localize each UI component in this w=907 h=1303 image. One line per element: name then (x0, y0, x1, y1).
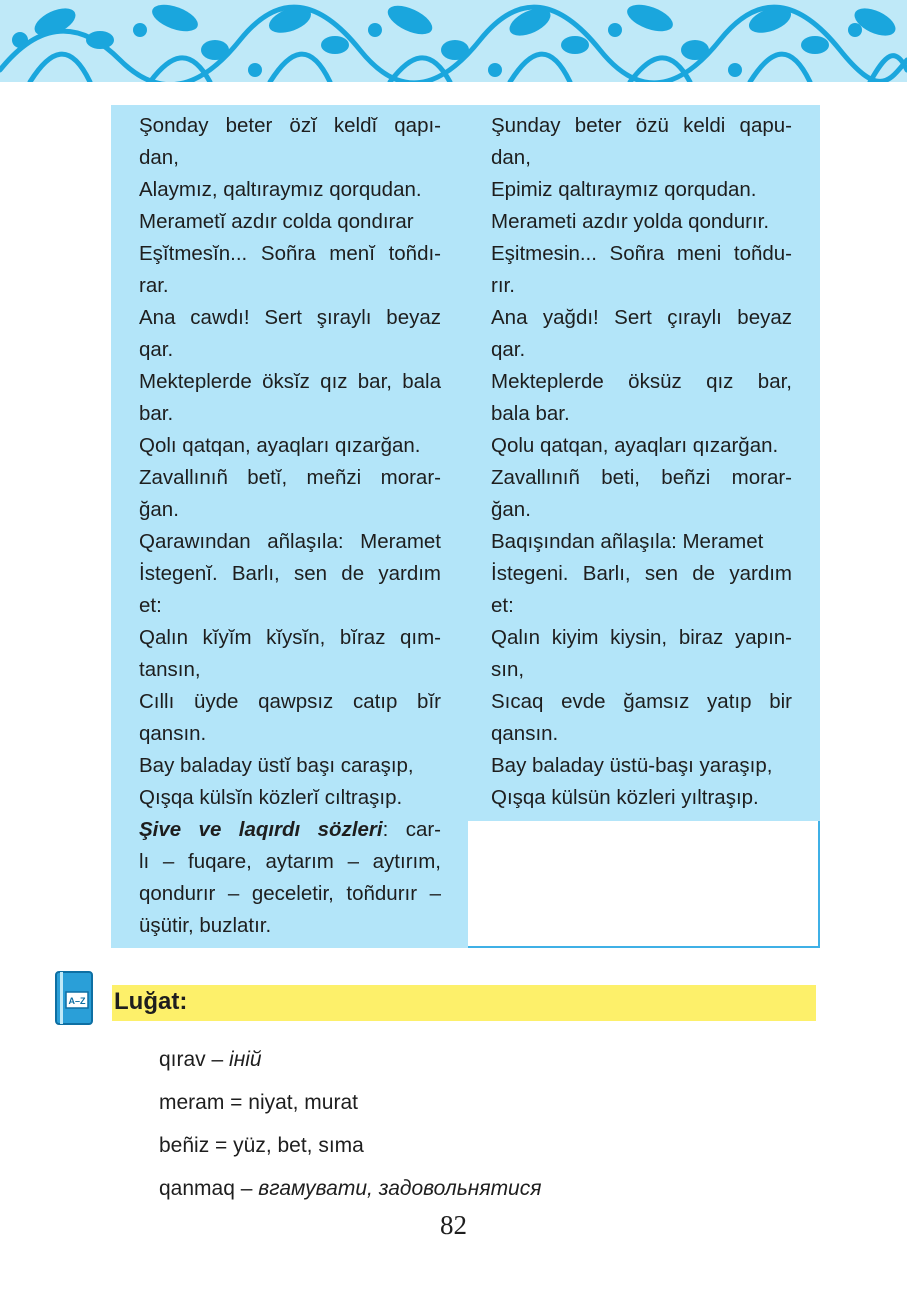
vocab-translation: іній (229, 1048, 262, 1071)
poem-line: qansın. (491, 722, 559, 745)
poem-line: Qalın kĭyĭm kĭysĭn, bĭraz qım- (139, 626, 441, 649)
vocab-entry (159, 1081, 541, 1124)
poem-line: Merameti azdır yolda qondurır. (491, 210, 770, 233)
floral-ornament-icon (0, 0, 907, 82)
empty-bordered-box (468, 821, 820, 948)
vocab-translation: вгамувати, задовольнятися (258, 1177, 542, 1200)
poem-line: dan, (139, 146, 179, 169)
poem-line: Ana yağdı! Sert çıraylı beyaz (491, 306, 792, 329)
poem-line: Mekteplerde öksüz qız bar, (491, 370, 792, 393)
poem-line: qar. (491, 338, 526, 361)
dialect-note-line: üşütir, buzlatır. (139, 914, 272, 937)
poem-line: Qalın kiyim kiysin, biraz yapın- (491, 626, 792, 649)
poem-line: İstegeni. Barlı, sen de yardım (491, 562, 792, 585)
poem-line: qansın. (139, 722, 207, 745)
poem-line: Qolu qatqan, ayaqları qızarğan. (491, 434, 779, 457)
poem-line: Ana cawdı! Sert şıraylı beyaz (139, 306, 441, 329)
vocab-term: beñiz = yüz, bet, sıma (159, 1134, 364, 1157)
poem-line: Qarawından añlaşıla: Meramet (139, 530, 441, 553)
poem-line: Qolı qatqan, ayaqları qızarğan. (139, 434, 421, 457)
poem-line: Sıcaq evde ğamsız yatıp bir (491, 690, 792, 713)
poem-line: Bay baladay üstĭ başı caraşıp, (139, 754, 414, 777)
vocab-entry (159, 1167, 541, 1210)
poem-line: Epimiz qaltıraymız qorqudan. (491, 178, 757, 201)
poem-line: dan, (491, 146, 531, 169)
poem-line: Cıllı üyde qawpsız catıp bĭr (139, 690, 441, 713)
poem-line: Şonday beter özĭ keldĭ qapı- (139, 114, 441, 137)
vocabulary-list (159, 1038, 541, 1210)
dictionary-icon-label: A–Z (68, 996, 86, 1006)
poem-line: ğan. (139, 498, 179, 521)
poem-line: sın, (491, 658, 525, 681)
page-number: 82 (440, 1210, 467, 1240)
vocab-entry (159, 1124, 541, 1167)
dialect-note-line (139, 814, 441, 846)
dialect-note-line: lı – fuqare, aytarım – aytırım, (139, 850, 441, 873)
vocab-term: qırav – (159, 1048, 230, 1071)
poem-line: Mekteplerde öksĭz qız bar, bala (139, 370, 441, 393)
floral-ornament-band (0, 0, 907, 82)
poem-line: Eşĭtmesĭn... Soñra menĭ toñdı- (139, 242, 441, 265)
poem-line: rar. (139, 274, 169, 297)
vocab-term: meram = niyat, murat (159, 1091, 358, 1114)
poem-line: Zavallınıñ beti, beñzi morar- (491, 466, 792, 489)
poem-line: et: (139, 594, 162, 617)
vocabulary-title: Luğat: (114, 988, 188, 1015)
dialect-note-label: Şive ve laqırdı sözleri (139, 818, 383, 841)
poem-line: Şunday beter özü keldi qapu- (491, 114, 792, 137)
poem-line: bar. (139, 402, 174, 425)
poem-line: Baqışından añlaşıla: Meramet (491, 530, 764, 553)
dialect-note-line: qondurır – geceletir, toñdurır – (139, 882, 441, 905)
vocabulary-header-bar (112, 985, 816, 1021)
vocab-entry (159, 1038, 541, 1081)
poem-modern-column (491, 110, 792, 814)
poem-line: Qışqa külsĭn közlerĭ cıltraşıp. (139, 786, 403, 809)
poem-line: İstegenĭ. Barlı, sen de yardım (139, 562, 441, 585)
poem-original-column (139, 110, 441, 942)
dialect-note-text: car- (405, 818, 441, 841)
poem-line: Qışqa külsün közleri yıltraşıp. (491, 786, 759, 809)
poem-line: Merametĭ azdır colda qondırar (139, 210, 414, 233)
poem-line: tansın, (139, 658, 201, 681)
poem-line: qar. (139, 338, 174, 361)
dictionary-book-icon (54, 970, 94, 1026)
poem-line: Alaymız, qaltıraymız qorqudan. (139, 178, 422, 201)
poem-line: Zavallınıñ betĭ, meñzi morar- (139, 466, 441, 489)
poem-line: Bay baladay üstü-başı yaraşıp, (491, 754, 773, 777)
poem-line: rır. (491, 274, 515, 297)
poem-line: Eşitmesin... Soñra meni toñdu- (491, 242, 792, 265)
poem-line: bala bar. (491, 402, 570, 425)
poem-line: ğan. (491, 498, 531, 521)
dialect-note-colon: : (382, 818, 389, 841)
vocab-term: qanmaq – (159, 1177, 259, 1200)
poem-line: et: (491, 594, 514, 617)
